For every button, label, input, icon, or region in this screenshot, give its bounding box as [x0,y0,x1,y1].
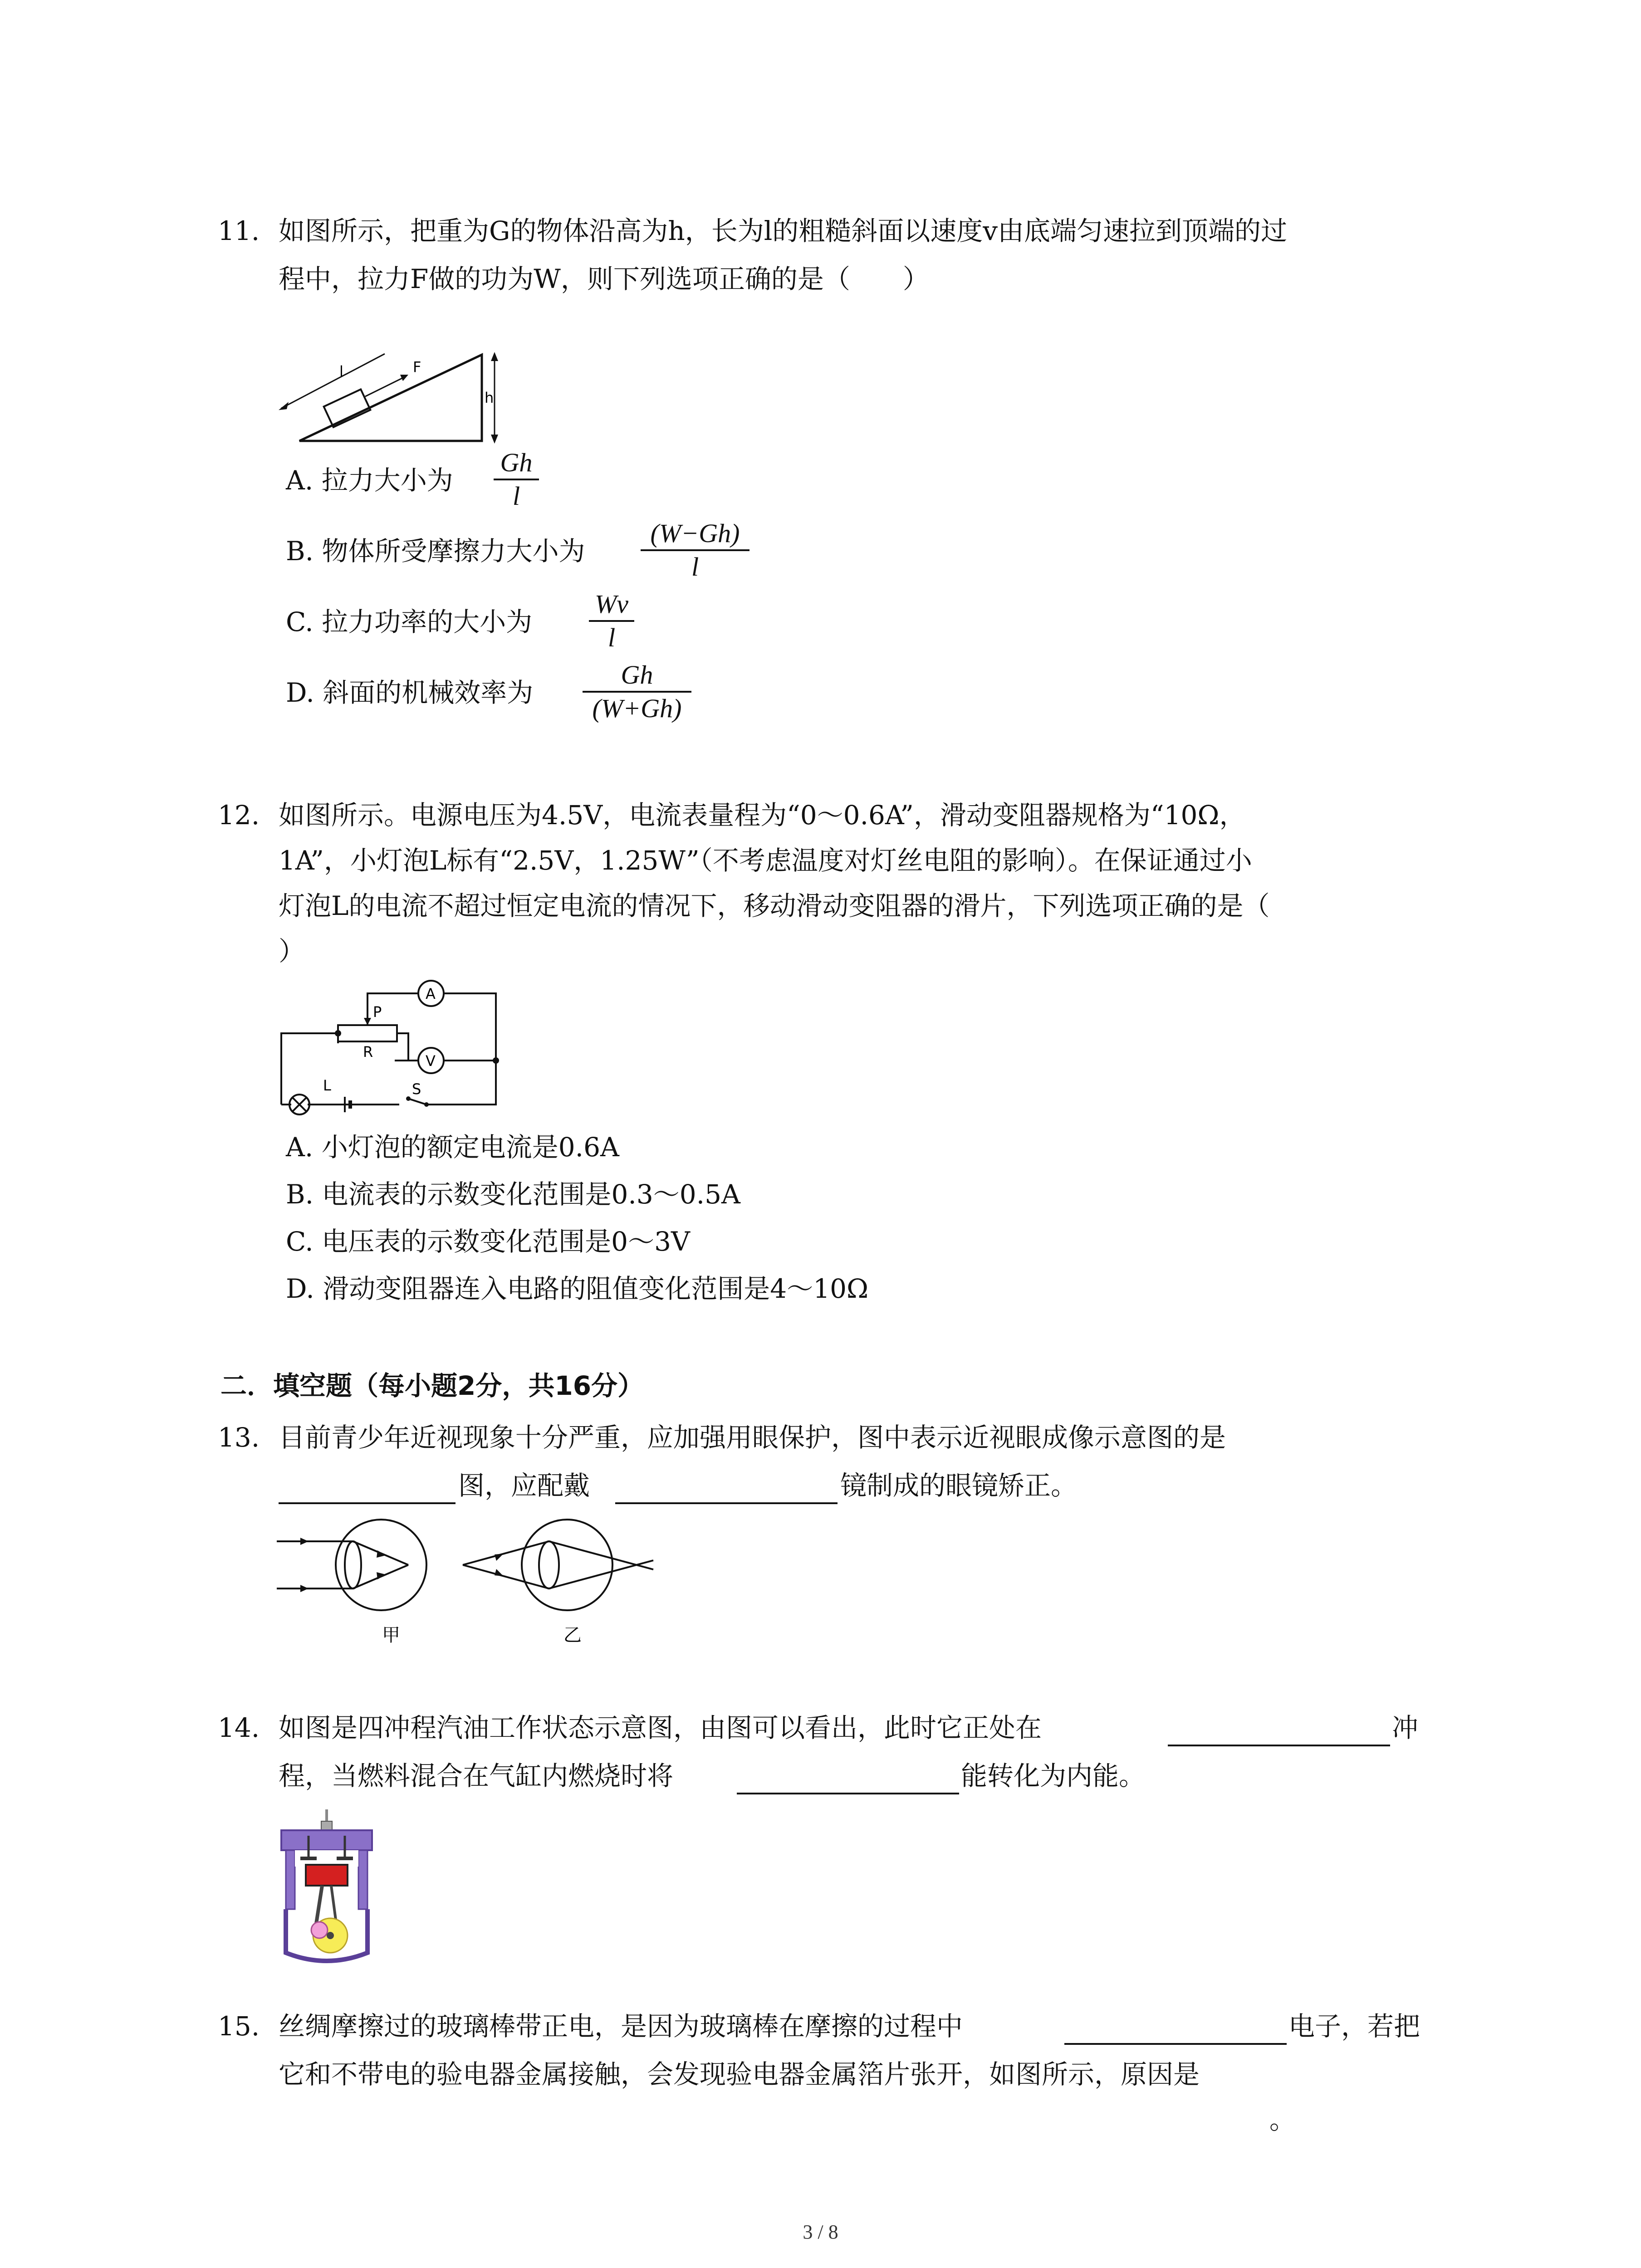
q13-answer-blank-2[interactable] [615,1502,838,1504]
q11-option-d-label: D. 斜面的机械效率为 [286,677,534,708]
ammeter-label: A [426,985,436,1002]
eye-label-jia: 甲 [382,1625,400,1646]
q11-option-b-fraction [641,518,749,583]
fraction-denominator: l [607,623,616,652]
fraction-numerator: (W−Gh) [650,518,740,548]
q13-number: 13. [218,1422,260,1453]
q12-option-d: D. 滑动变阻器连入电路的阻值变化范围是4～10Ω [286,1273,869,1304]
eye-diagram-figure [277,1515,667,1647]
circuit-figure [277,980,513,1116]
q14-line-1: 如图是四冲程汽油工作状态示意图，由图可以看出，此时它正处在 [279,1712,1042,1743]
q12-line-3: 灯泡L的电流不超过恒定电流的情况下，移动滑动变阻器的滑片，下列选项正确的是（ [279,890,1270,921]
q15-line-2: 它和不带电的验电器金属接触，会发现验电器金属箔片张开，如图所示，原因是 [279,2059,1200,2090]
q14-number: 14. [218,1712,260,1743]
q13-line-2-middle: 图，应配戴 [458,1470,590,1501]
q11-option-b-label: B. 物体所受摩擦力大小为 [286,536,585,567]
q14-line-2: 程，当燃料混合在气缸内燃烧时将 [279,1760,674,1791]
rheostat-label: R [363,1043,373,1061]
fraction-denominator: l [512,481,520,511]
q13-line-2-end: 镜制成的眼镜矫正。 [840,1470,1078,1501]
q12-number: 12. [218,800,260,831]
q15-answer-blank-1[interactable] [1064,2043,1287,2045]
q15-line-1: 丝绸摩擦过的玻璃棒带正电，是因为玻璃棒在摩擦的过程中 [279,2011,963,2042]
q12-line-4: ） [279,936,305,967]
q13-line-1: 目前青少年近视现象十分严重，应加强用眼保护，图中表示近视眼成像示意图的是 [279,1422,1226,1453]
q14-answer-blank-1[interactable] [1168,1745,1390,1746]
fraction-numerator: Gh [500,448,533,477]
page-number: 3 / 8 [803,2221,838,2243]
q15-answer-blank-2[interactable] [279,2136,1268,2137]
q11-option-c-label: C. 拉力功率的大小为 [286,606,533,637]
fraction-numerator: Wv [594,589,629,619]
q13-answer-blank-1[interactable] [279,1502,456,1504]
q11-option-d-fraction [583,659,691,724]
q15-line-1-end: 电子，若把 [1288,2011,1421,2042]
incline-figure [272,336,499,449]
fraction-denominator: (W+Gh) [592,694,682,723]
q14-answer-blank-2[interactable] [737,1793,959,1794]
q12-option-b: B. 电流表的示数变化范围是0.3～0.5A [286,1179,740,1210]
q14-line-1-end: 冲 [1392,1712,1419,1743]
q11-option-a-fraction [494,447,539,512]
q11-option-c-fraction [589,588,634,654]
q11-line-2: 程中，拉力F做的功为W，则下列选项正确的是（ ） [279,264,929,294]
q11-line-1: 如图所示，把重为G的物体沿高为h，长为l的粗糙斜面以速度v由底端匀速拉到顶端的过 [279,215,1288,246]
incline-label-F: F [413,358,421,376]
slider-label: P [373,1003,382,1021]
fraction-numerator: Gh [621,660,653,689]
voltmeter-label: V [426,1052,436,1070]
q12-line-1: 如图所示。电源电压为4.5V，电流表量程为“0～0.6A”，滑动变阻器规格为“10Ω， [279,800,1246,831]
switch-label: S [412,1080,421,1098]
q15-number: 15. [218,2011,260,2042]
q12-line-2: 1A”，小灯泡L标有“2.5V，1.25W”（不考虑温度对灯丝电阻的影响）。在保证通过小 [279,845,1252,876]
incline-label-h: h [485,389,494,406]
eye-label-yi: 乙 [563,1625,582,1646]
section-title: 二．填空题（每小题2分，共16分） [220,1370,644,1401]
q12-option-a: A. 小灯泡的额定电流是0.6A [286,1132,619,1163]
lamp-label: L [323,1077,331,1094]
q12-option-c: C. 电压表的示数变化范围是0～3V [286,1226,690,1257]
incline-label-l: l [339,363,343,380]
fraction-denominator: l [691,552,699,582]
engine-cylinder-figure [277,1808,386,1971]
q11-number: 11. [218,215,260,246]
q14-line-2-end: 能转化为内能。 [961,1760,1146,1791]
q15-line-3-end: 。 [1269,2104,1296,2135]
q11-option-a-label: A. 拉力大小为 [286,465,453,496]
